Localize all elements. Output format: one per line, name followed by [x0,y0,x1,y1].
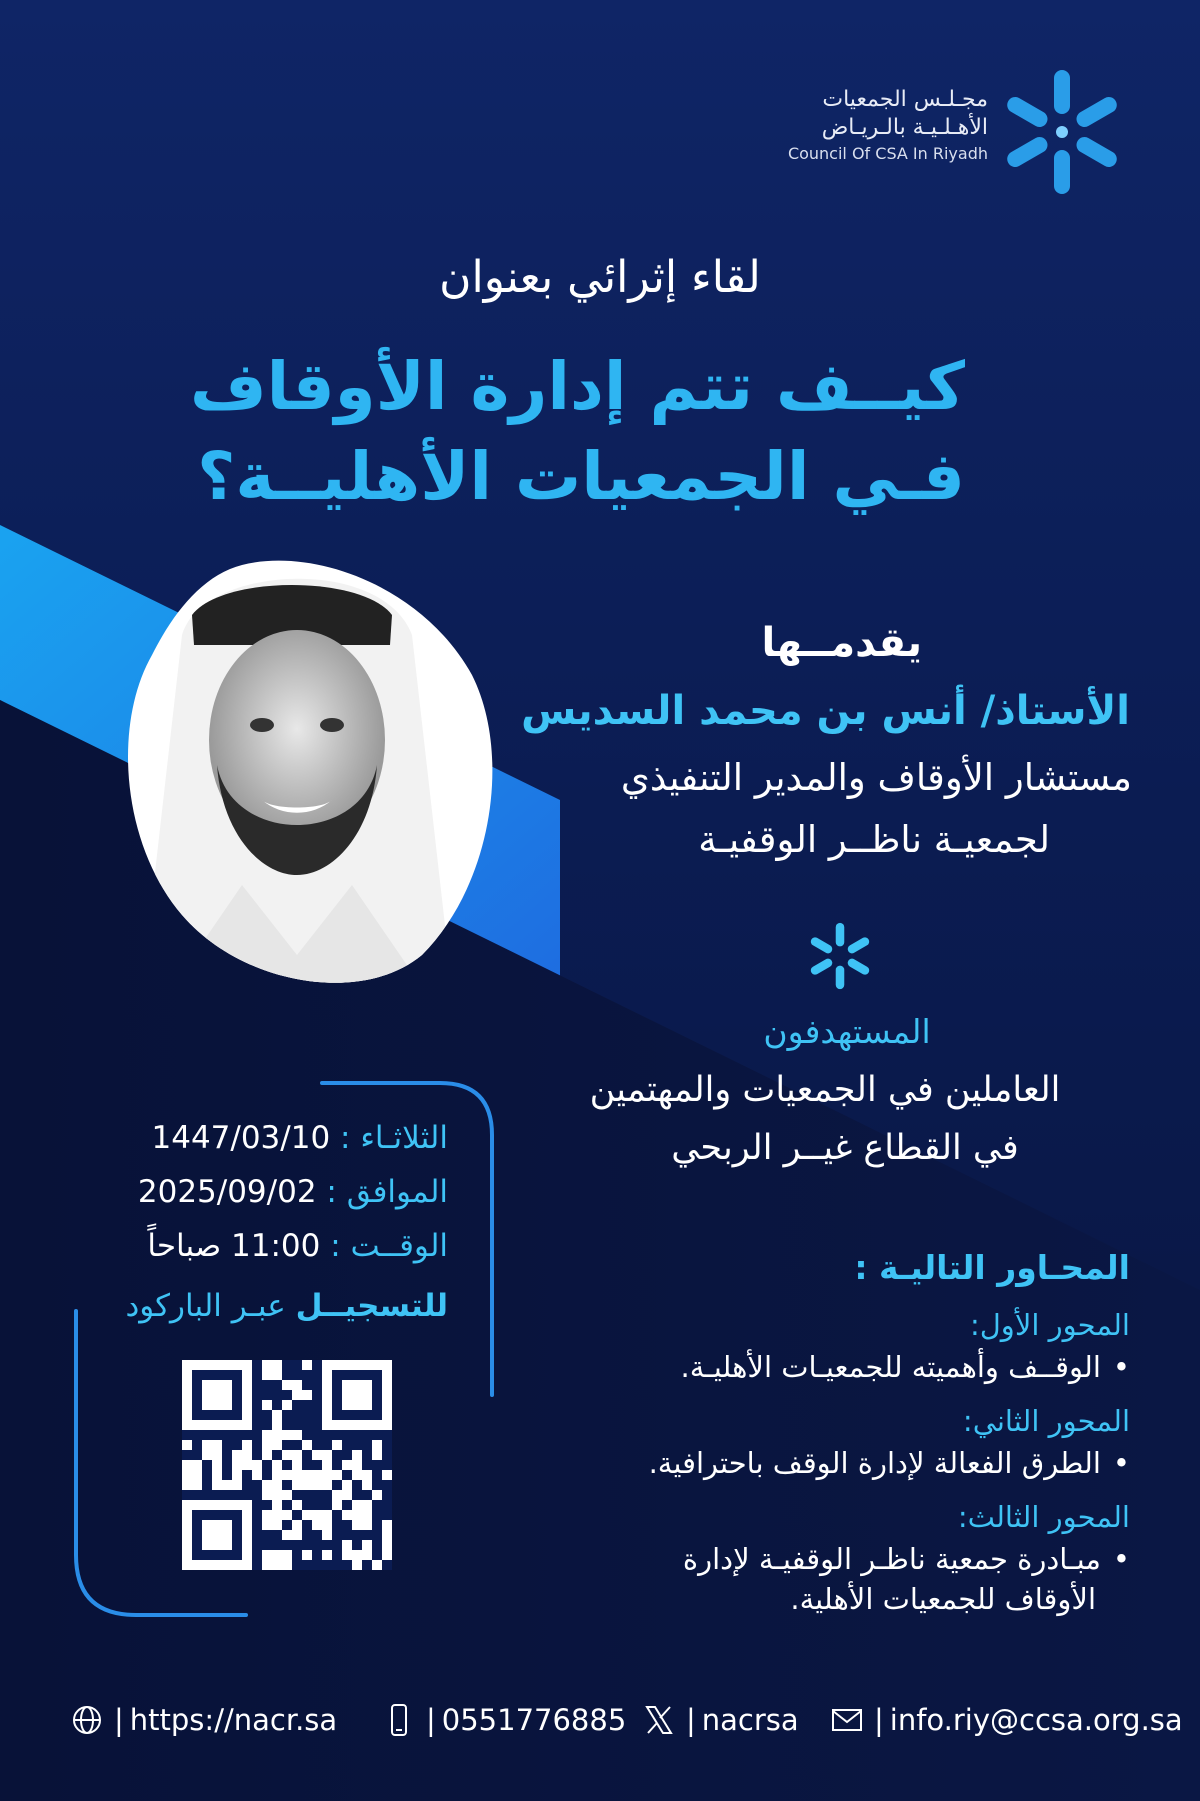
axis-label-1: المحور الأول: [969,1308,1130,1342]
register-bold: للتسجيــل [295,1288,448,1324]
website-link[interactable]: https://nacr.sa [129,1703,338,1737]
axis-item-1 [490,1348,1130,1386]
asterisk-logo-icon [808,920,872,992]
hijri-date: 1447/03/10 [151,1120,331,1156]
logo-text-block [668,86,988,166]
event-title-line2: فـي الجمعيات الأهليــة؟ [197,438,965,515]
event-title-line1: كيــف تتم إدارة الأوقاف [190,348,965,425]
x-logo-icon [642,1703,676,1737]
bullet-icon: • [1112,1350,1130,1384]
email-address[interactable]: info.riy@ccsa.org.sa [889,1703,1183,1737]
audience-line2: في القطاع غيــر الربحي [671,1128,1019,1168]
axis-item-3-text: مبـادرة جمعية ناظـر الوقفيـة لإدارة [682,1542,1101,1576]
speaker-name: الأستاذ/ أنس بن محمد السديس [521,688,1130,734]
speaker-role-line2: لجمعيـة ناظــر الوقفيـة [698,818,1050,861]
phone-number[interactable]: 0551776885 [441,1703,627,1737]
bullet-icon: • [1112,1542,1130,1576]
council-logo-icon [1002,68,1122,196]
footer-phone[interactable]: | 0551776885 [382,1690,626,1750]
axis-item-3 [490,1540,1130,1578]
schedule-time-row [108,1228,448,1264]
footer-website[interactable]: | https://nacr.sa [70,1690,337,1750]
logo-arabic-line2: الأهـلـيـة بالـريـاض [821,115,988,140]
axis-item-3-cont: الأوقاف للجمعيات الأهلية. [790,1582,1096,1616]
time-value: 11:00 صباحاً [147,1228,321,1264]
intro-text: لقاء إثرائي بعنوان [439,252,761,303]
register-rest: عبـر الباركود [125,1288,286,1324]
schedule-greg-row [108,1174,448,1210]
envelope-icon [830,1703,864,1737]
globe-icon [70,1703,104,1737]
speaker-role-line1: مستشار الأوقاف والمدير التنفيذي [620,756,1132,799]
axis-item-2-text: الطرق الفعالة لإدارة الوقف باحترافية. [648,1446,1101,1480]
footer-email[interactable]: | info.riy@ccsa.org.sa [830,1690,1183,1750]
axis-label-3: المحور الثالث: [957,1500,1130,1534]
time-label: الوقــت : [330,1228,448,1264]
logo-arabic-line1: مجـلـس الجمعيات [822,87,988,112]
audience-label: المستهدفون [763,1012,931,1051]
footer-contact-bar [0,1690,1200,1750]
footer-x[interactable]: | nacrsa [642,1690,799,1750]
bullet-icon: • [1112,1446,1130,1480]
logo-english-line: Council Of CSA In Riyadh [787,144,988,163]
register-text [88,1288,448,1324]
axis-label-2: المحور الثاني: [962,1404,1130,1438]
day-label: الثلاثـاء : [340,1120,448,1156]
mobile-phone-icon [382,1703,416,1737]
schedule-day-row [108,1120,448,1156]
registration-qr-code[interactable] [182,1360,392,1570]
axes-heading: المحـاور التاليـة : [854,1248,1130,1287]
x-handle[interactable]: nacrsa [701,1703,799,1737]
axis-item-1-text: الوقــف وأهميته للجمعيـات الأهليـة. [680,1350,1101,1384]
gregorian-date: 2025/09/02 [137,1174,317,1210]
audience-line1: العاملين في الجمعيات والمهتمين [589,1070,1061,1110]
axis-item-2 [490,1444,1130,1482]
presented-by-label: يقدمــها [761,620,922,666]
corresponding-label: الموافق : [326,1174,448,1210]
